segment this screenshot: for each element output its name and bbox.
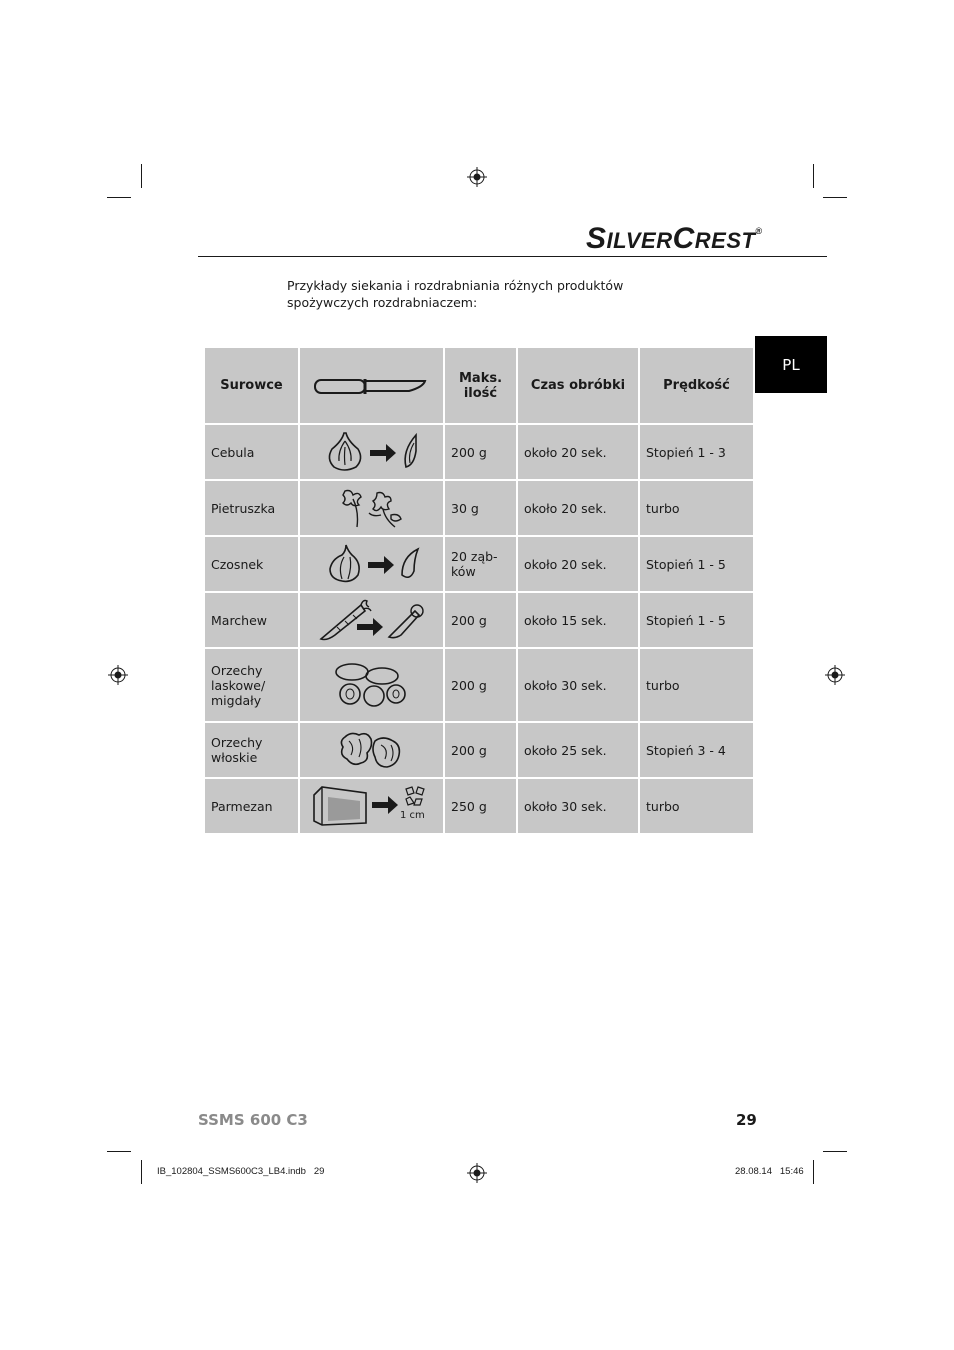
walnut-icon	[337, 727, 407, 773]
cell-product: Czosnek	[204, 536, 299, 592]
cell-speed: Stopień 1 - 5	[639, 592, 754, 648]
onion-to-chopped-icon	[322, 429, 422, 475]
registration-mark-icon	[825, 665, 845, 685]
crop-mark	[141, 164, 142, 188]
crop-mark	[107, 1151, 131, 1152]
crop-mark	[823, 197, 847, 198]
header-time: Czas obróbki	[517, 347, 639, 424]
cell-icon	[299, 648, 444, 722]
page-number: 29	[736, 1111, 757, 1129]
parsley-icon	[337, 485, 407, 531]
cell-speed: Stopień 1 - 3	[639, 424, 754, 480]
cell-icon	[299, 592, 444, 648]
cell-speed: turbo	[639, 648, 754, 722]
cell-time: około 20 sek.	[517, 480, 639, 536]
crop-mark	[813, 164, 814, 188]
table-row	[204, 424, 754, 480]
cell-qty: 200 g	[444, 424, 517, 480]
table-row	[204, 536, 754, 592]
registration-mark-icon	[108, 665, 128, 685]
cell-icon	[299, 778, 444, 834]
cell-product: Cebula	[204, 424, 299, 480]
table-row	[204, 592, 754, 648]
header-rule	[198, 256, 827, 257]
icon-size-label: 1 cm	[400, 810, 425, 821]
cell-qty: 20 ząb-ków	[444, 536, 517, 592]
registration-mark-icon	[467, 1163, 487, 1183]
cell-product: Parmezan	[204, 778, 299, 834]
cell-icon	[299, 480, 444, 536]
cell-time: około 20 sek.	[517, 424, 639, 480]
hazelnut-almond-icon	[332, 660, 412, 710]
parmesan-to-pieces-icon	[310, 783, 434, 829]
language-tab: PL	[755, 336, 827, 393]
cell-time: około 30 sek.	[517, 778, 639, 834]
print-slug-file: IB_102804_SSMS600C3_LB4.indb 29	[157, 1166, 325, 1177]
table-header-row	[204, 347, 754, 424]
header-product: Surowce	[204, 347, 299, 424]
header-max-qty: Maks. ilość	[444, 347, 517, 424]
table-row	[204, 778, 754, 834]
crop-mark	[141, 1160, 142, 1184]
cell-speed: Stopień 3 - 4	[639, 722, 754, 778]
cell-time: około 30 sek.	[517, 648, 639, 722]
cell-speed: turbo	[639, 480, 754, 536]
table-row	[204, 648, 754, 722]
cell-time: około 15 sek.	[517, 592, 639, 648]
crop-mark	[813, 1160, 814, 1184]
cell-product: Marchew	[204, 592, 299, 648]
registration-mark-icon	[467, 167, 487, 187]
table-row	[204, 722, 754, 778]
cell-speed: turbo	[639, 778, 754, 834]
cell-product: Orzechy włoskie	[204, 722, 299, 778]
cell-time: około 20 sek.	[517, 536, 639, 592]
cell-product: Pietruszka	[204, 480, 299, 536]
knife-icon	[313, 373, 431, 399]
cell-qty: 200 g	[444, 722, 517, 778]
carrot-to-chopped-icon	[317, 597, 427, 643]
food-table	[203, 346, 755, 835]
print-slug-date: 28.08.14 15:46	[735, 1166, 804, 1177]
garlic-to-clove-icon	[322, 541, 422, 587]
cell-speed: Stopień 1 - 5	[639, 536, 754, 592]
cell-icon	[299, 424, 444, 480]
cell-qty: 200 g	[444, 592, 517, 648]
crop-mark	[107, 197, 131, 198]
cell-icon	[299, 722, 444, 778]
header-tool	[299, 347, 444, 424]
intro-text: Przykłady siekania i rozdrabniania różnych produktów spożywczych rozdrabniaczem:	[287, 278, 624, 310]
crop-mark	[823, 1151, 847, 1152]
cell-qty: 30 g	[444, 480, 517, 536]
cell-product: Orzechy laskowe/ migdały	[204, 648, 299, 722]
footer-model: SSMS 600 C3	[198, 1111, 308, 1129]
cell-qty: 200 g	[444, 648, 517, 722]
cell-icon	[299, 536, 444, 592]
table-row	[204, 480, 754, 536]
brand-logo: SILVERCREST®	[586, 222, 763, 255]
cell-qty: 250 g	[444, 778, 517, 834]
header-speed: Prędkość	[639, 347, 754, 424]
cell-time: około 25 sek.	[517, 722, 639, 778]
